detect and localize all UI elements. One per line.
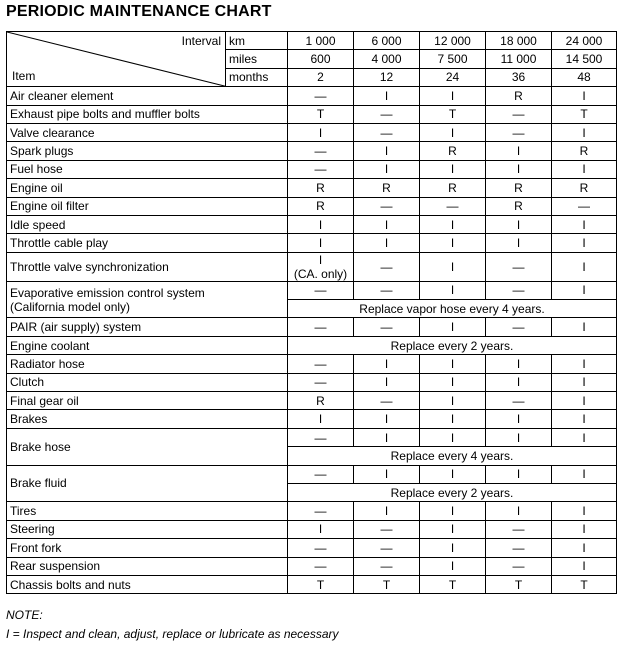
- maintenance-value: —: [288, 465, 354, 483]
- item-label: Item: [12, 69, 36, 84]
- maintenance-value: I: [354, 373, 420, 391]
- maintenance-value: —: [354, 318, 420, 336]
- maintenance-value: I: [486, 373, 552, 391]
- item-name-line: (California model only): [10, 299, 131, 314]
- table-row: [7, 428, 617, 446]
- table-row: [7, 105, 617, 123]
- maintenance-value: —: [354, 252, 420, 281]
- interval-value: 36: [486, 68, 552, 86]
- item-name: [7, 281, 288, 318]
- table-row: [7, 557, 617, 575]
- maintenance-value: I: [420, 410, 486, 428]
- maintenance-value: I: [420, 87, 486, 105]
- maintenance-value: —: [486, 105, 552, 123]
- maintenance-value: I: [552, 234, 617, 252]
- maintenance-value: —: [354, 197, 420, 215]
- maintenance-value: —: [486, 392, 552, 410]
- maintenance-value: I: [552, 392, 617, 410]
- maintenance-value: —: [354, 520, 420, 538]
- interval-value: 11 000: [486, 50, 552, 68]
- maintenance-value: —: [288, 373, 354, 391]
- maintenance-value: I: [420, 520, 486, 538]
- maintenance-value: I: [552, 557, 617, 575]
- maintenance-value: R: [486, 179, 552, 197]
- item-name: Front fork: [7, 539, 288, 557]
- item-name: Tires: [7, 502, 288, 520]
- maintenance-value: [288, 252, 354, 281]
- legend-text: I = Inspect and clean, adjust, replace or lubricate as necessary: [6, 627, 339, 641]
- item-name: Idle speed: [7, 215, 288, 233]
- maintenance-value: I: [420, 539, 486, 557]
- interval-value: 18 000: [486, 32, 552, 50]
- table-row: [7, 160, 617, 178]
- maintenance-value: I: [486, 502, 552, 520]
- table-row: [7, 215, 617, 233]
- maintenance-value: I: [420, 373, 486, 391]
- maintenance-value: —: [486, 252, 552, 281]
- maintenance-value: I: [486, 428, 552, 446]
- merged-note: Replace every 4 years.: [288, 447, 617, 465]
- unit-label: km: [226, 32, 288, 50]
- chart-title: PERIODIC MAINTENANCE CHART: [6, 3, 272, 20]
- maintenance-value: —: [354, 539, 420, 557]
- item-name: Exhaust pipe bolts and muffler bolts: [7, 105, 288, 123]
- table-row: [7, 142, 617, 160]
- table-row: [7, 336, 617, 354]
- maintenance-value: —: [486, 281, 552, 299]
- maintenance-value: I: [420, 318, 486, 336]
- maintenance-value: I: [552, 465, 617, 483]
- interval-value: 1 000: [288, 32, 354, 50]
- maintenance-table-body: [7, 32, 617, 594]
- maintenance-value: —: [288, 160, 354, 178]
- table-row: [7, 87, 617, 105]
- interval-label: Interval: [181, 34, 221, 48]
- maintenance-value: R: [486, 87, 552, 105]
- item-name-line: Evaporative emission control system: [10, 285, 205, 300]
- maintenance-value: T: [486, 575, 552, 593]
- table-row: [7, 234, 617, 252]
- maintenance-value: I: [354, 465, 420, 483]
- maintenance-value: —: [486, 520, 552, 538]
- maintenance-value: T: [288, 105, 354, 123]
- maintenance-value: I: [552, 215, 617, 233]
- item-name: Rear suspension: [7, 557, 288, 575]
- maintenance-value: I: [552, 87, 617, 105]
- maintenance-value: R: [552, 179, 617, 197]
- maintenance-value: I: [354, 215, 420, 233]
- maintenance-value: I: [552, 520, 617, 538]
- maintenance-value: I: [552, 355, 617, 373]
- interval-value: 6 000: [354, 32, 420, 50]
- table-row: [7, 179, 617, 197]
- maintenance-value: I: [354, 87, 420, 105]
- maintenance-value: I: [288, 123, 354, 141]
- table-row: [7, 410, 617, 428]
- table-row: [7, 123, 617, 141]
- maintenance-value: T: [420, 575, 486, 593]
- maintenance-value: T: [552, 575, 617, 593]
- maintenance-value: I: [354, 234, 420, 252]
- maintenance-value: —: [420, 197, 486, 215]
- interval-value: 24: [420, 68, 486, 86]
- maintenance-value: I: [354, 410, 420, 428]
- item-name: Throttle cable play: [7, 234, 288, 252]
- maintenance-value: I: [486, 410, 552, 428]
- maintenance-value-note: (CA. only): [293, 266, 348, 281]
- merged-note: Replace every 2 years.: [288, 336, 617, 354]
- item-name: Engine coolant: [7, 336, 288, 354]
- maintenance-value: I: [420, 557, 486, 575]
- maintenance-value: —: [354, 281, 420, 299]
- maintenance-value: —: [552, 197, 617, 215]
- maintenance-value: I: [486, 215, 552, 233]
- item-name: Chassis bolts and nuts: [7, 575, 288, 593]
- maintenance-value: —: [288, 539, 354, 557]
- item-name: Engine oil: [7, 179, 288, 197]
- maintenance-value: —: [354, 392, 420, 410]
- maintenance-value: I: [420, 502, 486, 520]
- interval-value: 24 000: [552, 32, 617, 50]
- maintenance-value: —: [288, 428, 354, 446]
- item-name: Final gear oil: [7, 392, 288, 410]
- maintenance-value: —: [354, 557, 420, 575]
- maintenance-value: —: [486, 318, 552, 336]
- maintenance-value: I: [288, 520, 354, 538]
- maintenance-value: I: [354, 428, 420, 446]
- interval-value: 7 500: [420, 50, 486, 68]
- note-label: NOTE:: [6, 608, 43, 622]
- maintenance-value: —: [486, 123, 552, 141]
- item-name: Brake fluid: [7, 465, 288, 502]
- maintenance-value: I: [354, 160, 420, 178]
- table-row: [7, 539, 617, 557]
- maintenance-value: —: [288, 557, 354, 575]
- maintenance-value: I: [552, 318, 617, 336]
- maintenance-value: I: [486, 160, 552, 178]
- item-name: Brake hose: [7, 428, 288, 465]
- table-row: [7, 520, 617, 538]
- maintenance-table: [6, 31, 617, 594]
- maintenance-value: I: [552, 373, 617, 391]
- maintenance-value: —: [354, 105, 420, 123]
- table-row: [7, 281, 617, 299]
- table-row: [7, 502, 617, 520]
- merged-note: Replace every 2 years.: [288, 483, 617, 501]
- maintenance-value: T: [354, 575, 420, 593]
- maintenance-value: I: [486, 142, 552, 160]
- interval-value: 48: [552, 68, 617, 86]
- maintenance-value: T: [288, 575, 354, 593]
- interval-value: 12 000: [420, 32, 486, 50]
- unit-label: miles: [226, 50, 288, 68]
- interval-value: 600: [288, 50, 354, 68]
- maintenance-value: —: [288, 318, 354, 336]
- table-row: [7, 465, 617, 483]
- item-name: Radiator hose: [7, 355, 288, 373]
- table-row: [7, 392, 617, 410]
- maintenance-value: I: [552, 252, 617, 281]
- maintenance-value: T: [420, 105, 486, 123]
- maintenance-value: I: [354, 502, 420, 520]
- maintenance-value: I: [486, 234, 552, 252]
- maintenance-value: I: [420, 160, 486, 178]
- table-row: [7, 373, 617, 391]
- maintenance-value: —: [288, 87, 354, 105]
- maintenance-value: I: [486, 355, 552, 373]
- item-name: Clutch: [7, 373, 288, 391]
- unit-label: months: [226, 68, 288, 86]
- maintenance-value: I: [552, 410, 617, 428]
- item-name: Valve clearance: [7, 123, 288, 141]
- maintenance-value: I: [486, 465, 552, 483]
- table-row: [7, 355, 617, 373]
- maintenance-value: I: [552, 502, 617, 520]
- item-name: Brakes: [7, 410, 288, 428]
- maintenance-value: I: [420, 234, 486, 252]
- item-name: PAIR (air supply) system: [7, 318, 288, 336]
- maintenance-value: —: [486, 557, 552, 575]
- merged-note: Replace vapor hose every 4 years.: [288, 300, 617, 318]
- interval-value: 2: [288, 68, 354, 86]
- maintenance-value: R: [354, 179, 420, 197]
- maintenance-value: I: [420, 355, 486, 373]
- interval-value: 14 500: [552, 50, 617, 68]
- maintenance-value: —: [486, 539, 552, 557]
- maintenance-value: —: [288, 142, 354, 160]
- maintenance-value: I: [552, 123, 617, 141]
- maintenance-value: I: [552, 281, 617, 299]
- table-row: [7, 575, 617, 593]
- item-name: Throttle valve synchronization: [7, 252, 288, 281]
- table-row: [7, 197, 617, 215]
- maintenance-value: R: [288, 197, 354, 215]
- item-name: Engine oil filter: [7, 197, 288, 215]
- maintenance-value: T: [552, 105, 617, 123]
- maintenance-value: R: [552, 142, 617, 160]
- maintenance-value: I: [288, 410, 354, 428]
- maintenance-value: I: [354, 142, 420, 160]
- maintenance-value: R: [420, 142, 486, 160]
- maintenance-value: I: [552, 428, 617, 446]
- maintenance-value: I: [420, 281, 486, 299]
- maintenance-value: R: [288, 179, 354, 197]
- maintenance-value: —: [354, 123, 420, 141]
- maintenance-value: —: [288, 502, 354, 520]
- item-name: Air cleaner element: [7, 87, 288, 105]
- maintenance-value: I: [288, 215, 354, 233]
- maintenance-value: R: [486, 197, 552, 215]
- maintenance-value: —: [288, 355, 354, 373]
- maintenance-value: I: [420, 428, 486, 446]
- maintenance-value-symbol: I: [318, 252, 323, 267]
- maintenance-value: R: [420, 179, 486, 197]
- maintenance-value: I: [420, 252, 486, 281]
- interval-value: 12: [354, 68, 420, 86]
- header-corner-cell: [7, 32, 226, 87]
- maintenance-value: I: [354, 355, 420, 373]
- maintenance-value: I: [420, 215, 486, 233]
- maintenance-value: I: [420, 465, 486, 483]
- item-name: Spark plugs: [7, 142, 288, 160]
- maintenance-value: R: [288, 392, 354, 410]
- table-row: [7, 318, 617, 336]
- interval-value: 4 000: [354, 50, 420, 68]
- item-name: Fuel hose: [7, 160, 288, 178]
- maintenance-value: —: [288, 281, 354, 299]
- maintenance-value: I: [552, 539, 617, 557]
- maintenance-value: I: [420, 392, 486, 410]
- item-name: Steering: [7, 520, 288, 538]
- maintenance-value: I: [552, 160, 617, 178]
- maintenance-value: I: [288, 234, 354, 252]
- maintenance-value: I: [420, 123, 486, 141]
- header-row-km: [7, 32, 617, 50]
